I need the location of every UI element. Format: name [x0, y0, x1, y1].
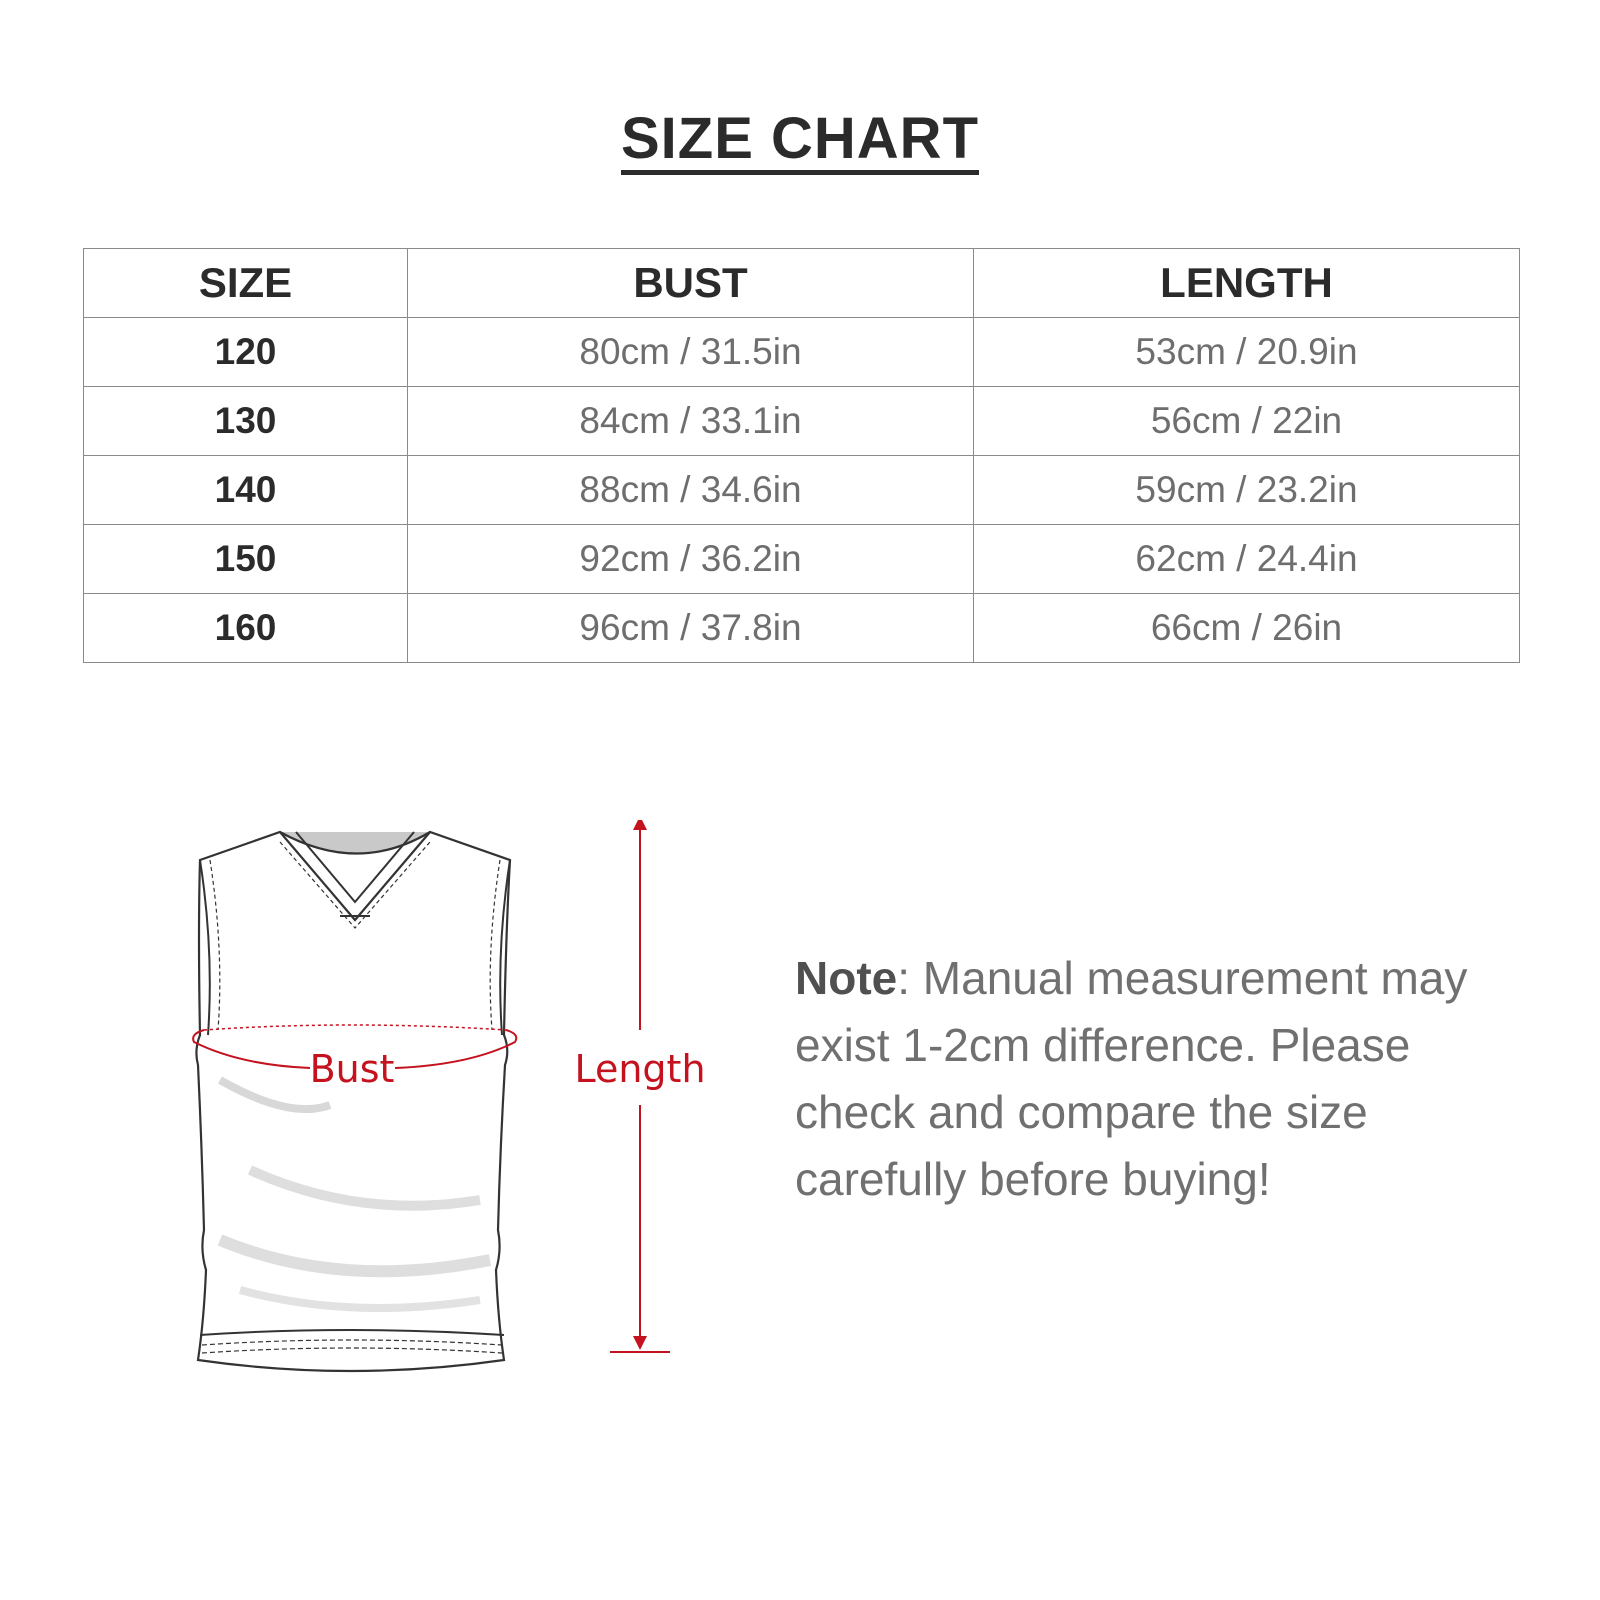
table-row — [84, 456, 1520, 525]
page-title: SIZE CHART — [621, 108, 979, 175]
bust-cell: 96cm / 37.8in — [408, 594, 974, 663]
size-cell: 140 — [84, 456, 408, 525]
header-length: LENGTH — [974, 249, 1520, 318]
vest-measurement-figure — [180, 820, 720, 1400]
size-cell: 150 — [84, 525, 408, 594]
table-row — [84, 387, 1520, 456]
length-cell: 62cm / 24.4in — [974, 525, 1520, 594]
table-row — [84, 525, 1520, 594]
table-row — [84, 318, 1520, 387]
bust-cell: 88cm / 34.6in — [408, 456, 974, 525]
length-cell: 59cm / 23.2in — [974, 456, 1520, 525]
bust-cell: 92cm / 36.2in — [408, 525, 974, 594]
length-cell: 56cm / 22in — [974, 387, 1520, 456]
size-cell: 160 — [84, 594, 408, 663]
bust-label: Bust — [309, 1047, 395, 1091]
page-title-wrap — [0, 108, 1600, 175]
vest-illustration — [196, 832, 510, 1371]
header-bust: BUST — [408, 249, 974, 318]
note-text: : Manual measurement may exist 1-2cm difference. Please check and compare the size carefully before buying! — [795, 952, 1468, 1205]
table-row — [84, 594, 1520, 663]
note-label: Note — [795, 952, 898, 1004]
size-cell: 130 — [84, 387, 408, 456]
measurement-note — [795, 945, 1535, 1213]
length-cell: 66cm / 26in — [974, 594, 1520, 663]
header-size: SIZE — [84, 249, 408, 318]
length-label: Length — [574, 1047, 706, 1091]
bust-cell: 84cm / 33.1in — [408, 387, 974, 456]
length-measurement — [574, 820, 705, 1352]
table-header-row — [84, 249, 1520, 318]
length-cell: 53cm / 20.9in — [974, 318, 1520, 387]
size-table — [83, 248, 1520, 663]
size-cell: 120 — [84, 318, 408, 387]
bust-cell: 80cm / 31.5in — [408, 318, 974, 387]
